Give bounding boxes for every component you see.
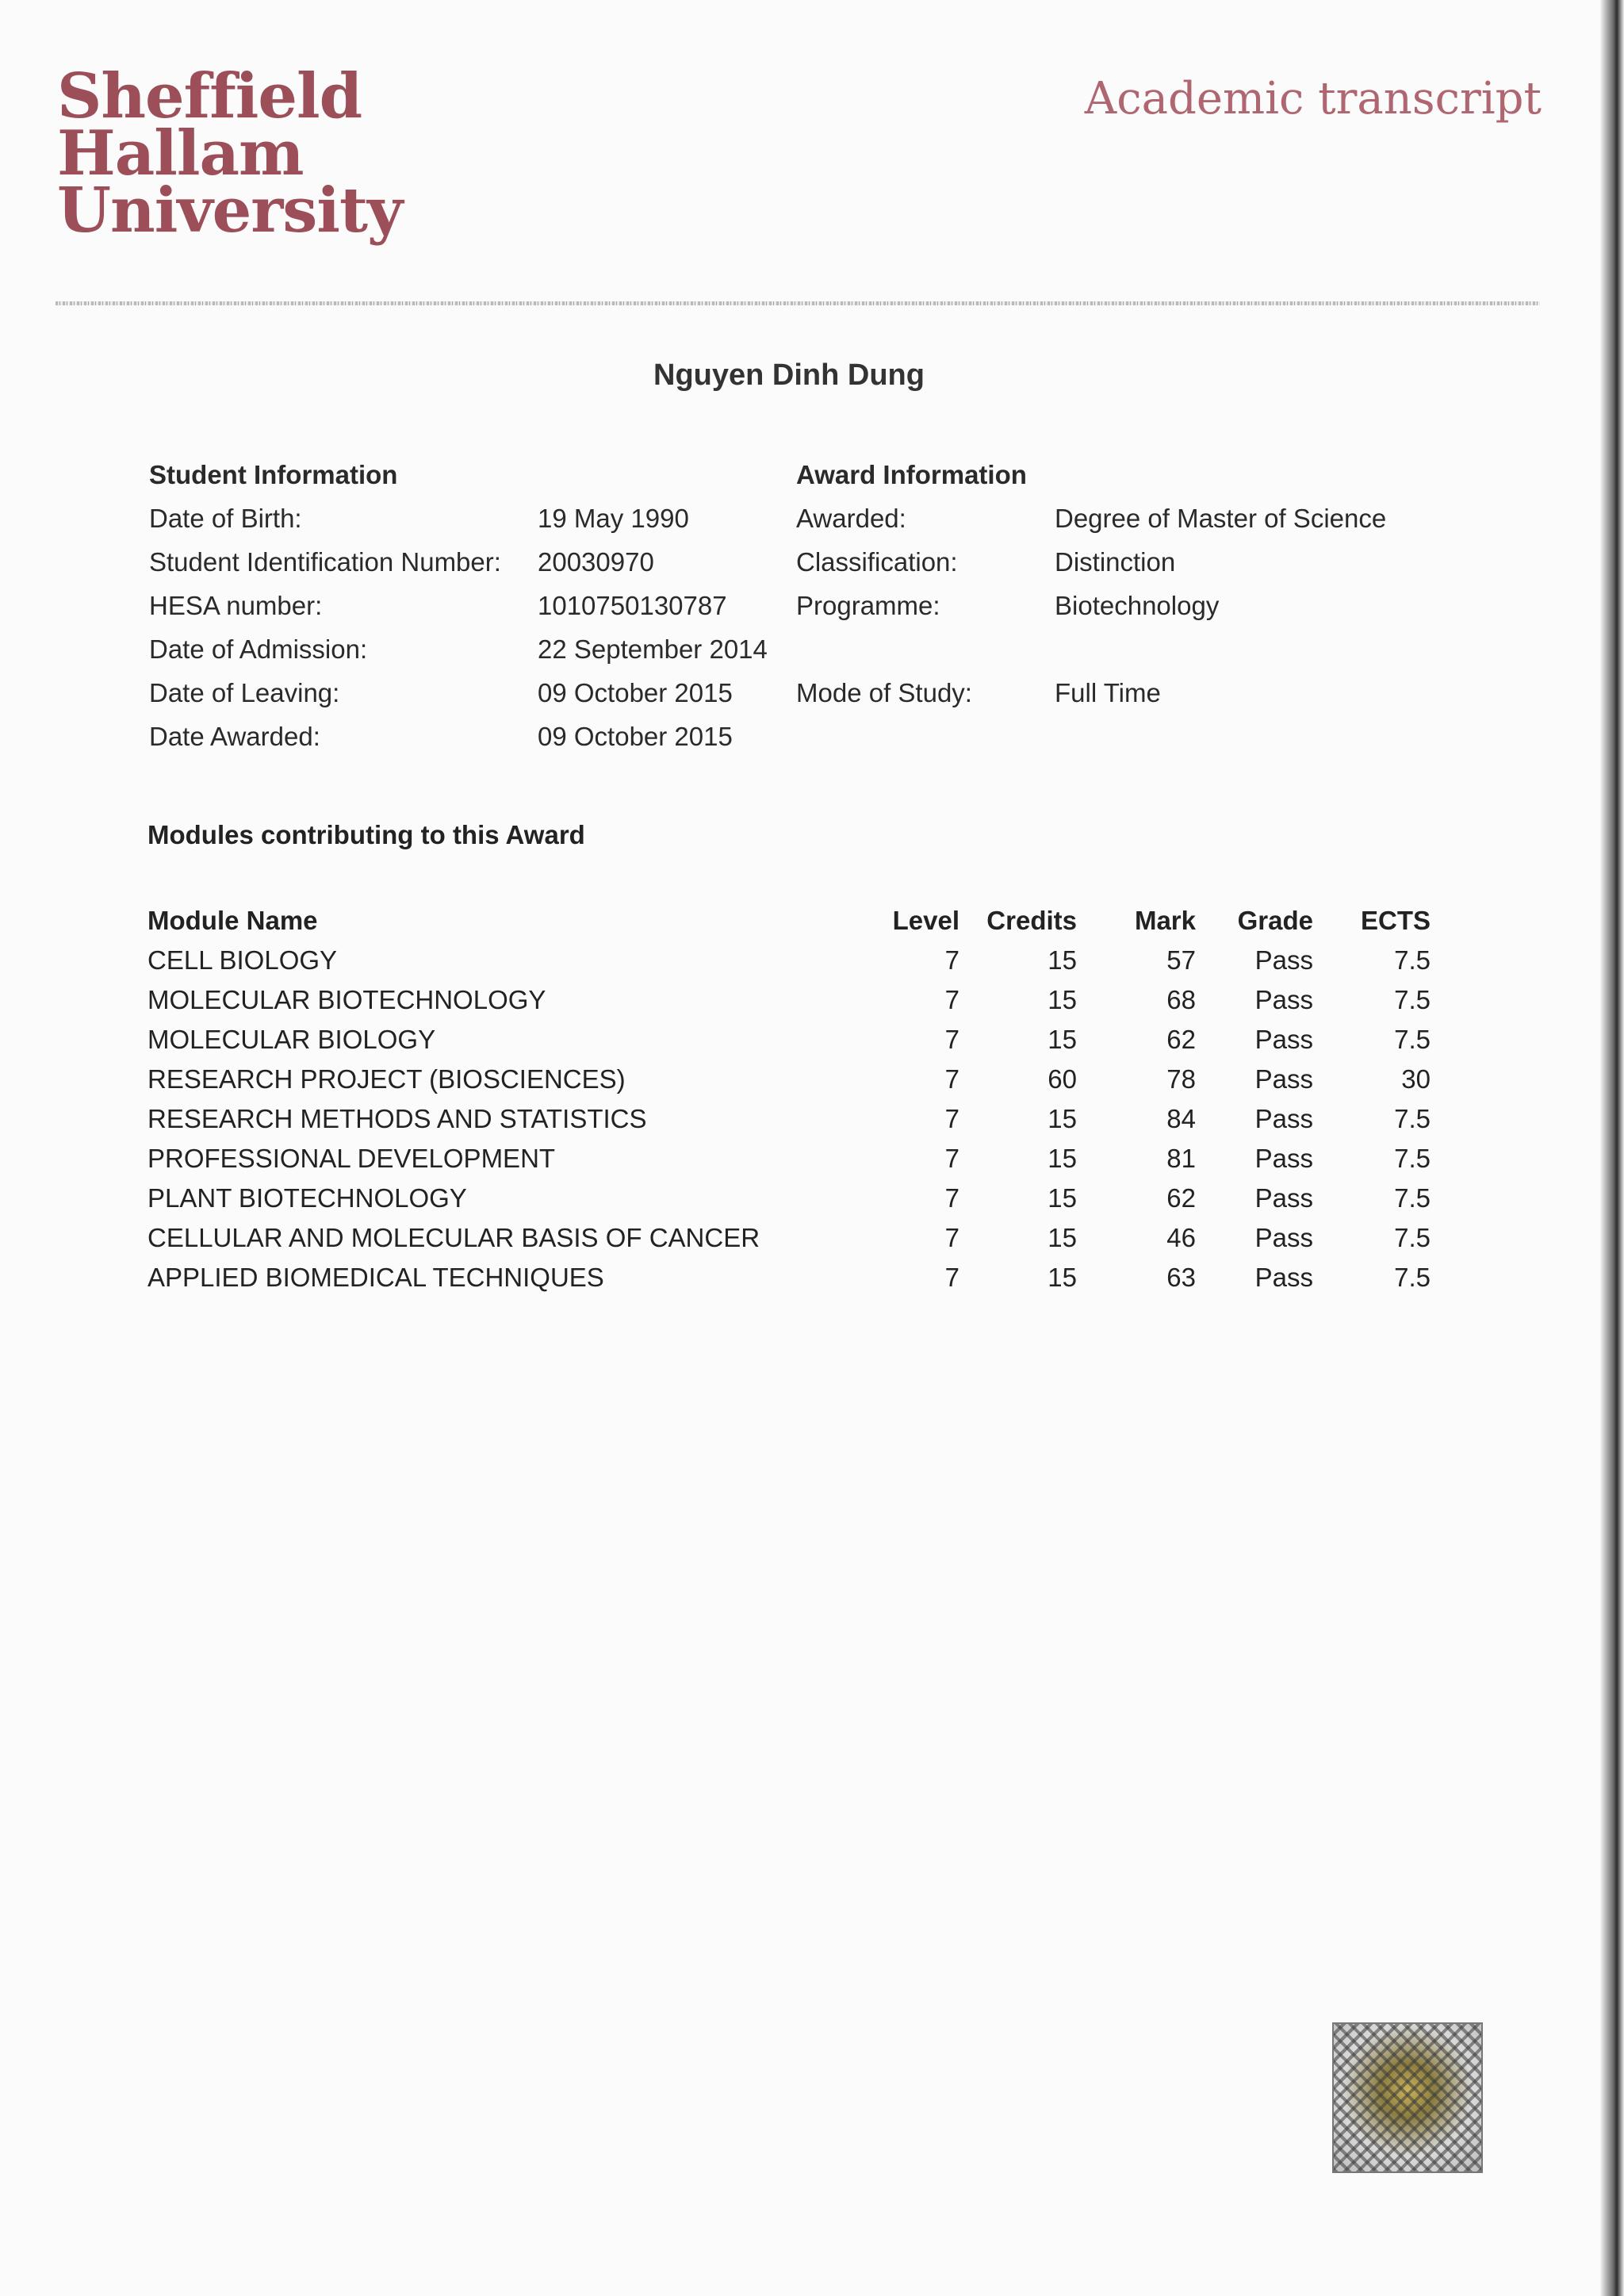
column-header-mark: Mark [1134,906,1196,935]
student-name: Nguyen Dinh Dung [653,358,925,392]
module-mark-cell: 68 [1166,985,1196,1014]
module-level-cell: 7 [944,1064,959,1094]
award-info-label: Mode of Study: [796,678,972,707]
module-credits-cell: 15 [1048,1263,1077,1292]
module-mark-cell: 84 [1166,1104,1196,1133]
column-header-credits: Credits [986,906,1077,935]
module-mark-cell: 57 [1166,945,1196,975]
student-info-heading: Student Information [149,460,398,489]
module-grade-cell: Pass [1254,1183,1313,1213]
module-mark-cell: 46 [1166,1223,1196,1252]
microprint-divider [56,301,1540,305]
module-name-cell: RESEARCH PROJECT (BIOSCIENCES) [147,1064,626,1094]
student-info-value: 22 September 2014 [538,634,768,664]
column-header-ects: ECTS [1360,906,1431,935]
module-grade-cell: Pass [1254,1263,1313,1292]
module-mark-cell: 78 [1166,1064,1196,1094]
module-ects-cell: 7.5 [1394,1183,1431,1213]
module-level-cell: 7 [944,1263,959,1292]
logo-line-3: University [57,174,403,247]
student-info-label: Date of Admission: [149,634,368,664]
module-name-cell: PLANT BIOTECHNOLOGY [147,1183,467,1213]
module-ects-cell: 7.5 [1394,945,1431,975]
module-ects-cell: 7.5 [1394,1104,1431,1133]
module-level-cell: 7 [944,1144,959,1173]
module-name-cell: MOLECULAR BIOTECHNOLOGY [147,985,546,1014]
university-logo [57,60,403,247]
column-header-level: Level [892,906,959,935]
module-name-cell: CELL BIOLOGY [147,945,338,975]
column-header-grade: Grade [1237,906,1313,935]
student-info-label: Student Identification Number: [149,547,501,577]
student-info-label: Date of Birth: [149,504,302,533]
student-info-value: 20030970 [538,547,654,577]
award-info-value: Degree of Master of Science [1055,504,1387,533]
module-mark-cell: 63 [1166,1263,1196,1292]
module-grade-cell: Pass [1254,1223,1313,1252]
module-mark-cell: 62 [1166,1025,1196,1054]
student-info-value: 09 October 2015 [538,722,733,751]
student-info-label: Date Awarded: [149,722,320,751]
module-level-cell: 7 [944,1025,959,1054]
module-grade-cell: Pass [1254,945,1313,975]
module-grade-cell: Pass [1254,1025,1313,1054]
module-name-cell: MOLECULAR BIOLOGY [147,1025,436,1054]
module-grade-cell: Pass [1254,1104,1313,1133]
module-credits-cell: 60 [1048,1064,1077,1094]
award-info-value: Full Time [1055,678,1161,707]
hologram-seal [1332,2022,1483,2173]
module-grade-cell: Pass [1254,1144,1313,1173]
module-ects-cell: 7.5 [1394,985,1431,1014]
module-ects-cell: 30 [1401,1064,1431,1094]
module-credits-cell: 15 [1048,1025,1077,1054]
module-grade-cell: Pass [1254,985,1313,1014]
module-credits-cell: 15 [1048,985,1077,1014]
module-credits-cell: 15 [1048,1183,1077,1213]
module-name-cell: RESEARCH METHODS AND STATISTICS [147,1104,647,1133]
column-header-module-name: Module Name [147,906,318,935]
award-info-label: Awarded: [796,504,906,533]
module-level-cell: 7 [944,985,959,1014]
module-grade-cell: Pass [1254,1064,1313,1094]
student-info-value: 1010750130787 [538,591,727,620]
module-mark-cell: 62 [1166,1183,1196,1213]
module-ects-cell: 7.5 [1394,1025,1431,1054]
award-info-label: Programme: [796,591,940,620]
logo-line-1: Sheffield [57,60,362,132]
logo-line-2: Hallam [57,117,304,190]
module-credits-cell: 15 [1048,945,1077,975]
module-level-cell: 7 [944,1183,959,1213]
module-credits-cell: 15 [1048,1144,1077,1173]
module-level-cell: 7 [944,945,959,975]
module-level-cell: 7 [944,1223,959,1252]
page-edge-shadow [1600,0,1624,2296]
student-info-label: Date of Leaving: [149,678,340,707]
module-ects-cell: 7.5 [1394,1223,1431,1252]
module-name-cell: PROFESSIONAL DEVELOPMENT [147,1144,556,1173]
award-info-value: Distinction [1055,547,1176,577]
student-info-value: 09 October 2015 [538,678,733,707]
module-name-cell: CELLULAR AND MOLECULAR BASIS OF CANCER [147,1223,760,1252]
student-info-label: HESA number: [149,591,323,620]
module-mark-cell: 81 [1166,1144,1196,1173]
module-name-cell: APPLIED BIOMEDICAL TECHNIQUES [147,1263,604,1292]
award-info-heading: Award Information [796,460,1027,489]
module-credits-cell: 15 [1048,1104,1077,1133]
modules-section-title: Modules contributing to this Award [147,820,585,849]
award-info-value: Biotechnology [1055,591,1220,620]
document-title: Academic transcript [1084,73,1542,125]
module-ects-cell: 7.5 [1394,1144,1431,1173]
module-ects-cell: 7.5 [1394,1263,1431,1292]
module-credits-cell: 15 [1048,1223,1077,1252]
award-info-label: Classification: [796,547,958,577]
module-level-cell: 7 [944,1104,959,1133]
student-info-value: 19 May 1990 [538,504,689,533]
